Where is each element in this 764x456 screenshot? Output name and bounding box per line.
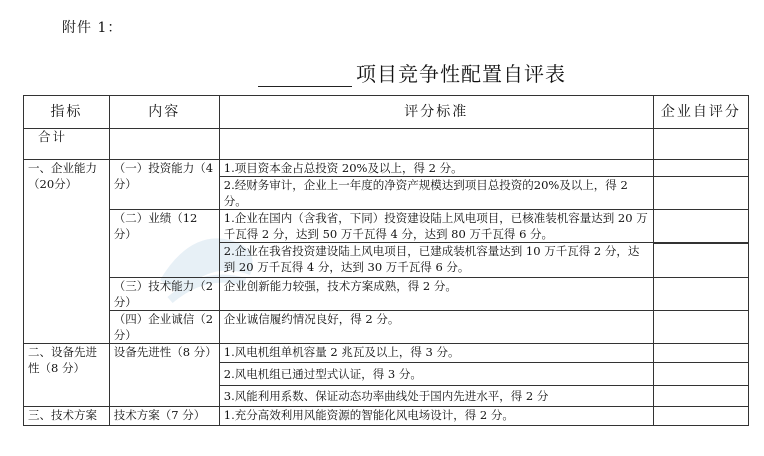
self-score-input[interactable] bbox=[653, 363, 748, 386]
indicator-cell: 一、企业能力（20分） bbox=[24, 160, 110, 344]
criteria-cell: 1.风电机组单机容量 2 兆瓦及以上，得 3 分。 bbox=[219, 344, 653, 363]
header-content: 内容 bbox=[109, 96, 219, 129]
table-row bbox=[24, 344, 749, 363]
criteria-cell: 3.风能利用系数、保证动态功率曲线处于国内先进水平，得 2 分 bbox=[219, 386, 653, 407]
header-criteria: 评分标准 bbox=[219, 96, 653, 129]
self-evaluation-table bbox=[23, 95, 749, 426]
table-row bbox=[24, 210, 749, 243]
self-score-input[interactable] bbox=[653, 407, 748, 426]
total-criteria-cell bbox=[219, 129, 653, 160]
header-indicator: 指标 bbox=[24, 96, 110, 129]
content-cell: 技术方案（7 分） bbox=[109, 407, 219, 426]
criteria-cell: 1.企业在国内（含我省，下同）投资建设陆上风电项目，已核准装机容量达到 20 万千瓦得 2 分，达到 50 万千瓦得 4 分，达到 80 万千瓦得 6 分。 bbox=[219, 210, 653, 243]
table-row bbox=[24, 160, 749, 177]
indicator-cell: 二、设备先进性（8 分） bbox=[24, 344, 110, 407]
criteria-cell: 1.充分高效利用风能资源的智能化风电场设计，得 2 分。 bbox=[219, 407, 653, 426]
attachment-label: 附件 1： bbox=[62, 20, 123, 36]
criteria-cell: 1.项目资本金占总投资 20%及以上，得 2 分。 bbox=[219, 160, 653, 177]
table-header-row bbox=[24, 96, 749, 129]
self-score-input[interactable] bbox=[653, 344, 748, 363]
self-score-input[interactable] bbox=[653, 210, 748, 243]
header-self-score: 企业自评分 bbox=[653, 96, 748, 129]
content-cell: （四）企业诚信（2 分） bbox=[109, 311, 219, 344]
self-score-input[interactable] bbox=[653, 177, 748, 210]
total-score-input[interactable] bbox=[653, 129, 748, 160]
self-score-input[interactable] bbox=[653, 311, 748, 344]
title-blank-line[interactable] bbox=[258, 64, 352, 87]
criteria-cell: 2.风电机组已通过型式认证，得 3 分。 bbox=[219, 363, 653, 386]
content-cell: 设备先进性（8 分） bbox=[109, 344, 219, 407]
content-cell: （三）技术能力（2 分） bbox=[109, 278, 219, 311]
self-score-input[interactable] bbox=[653, 386, 748, 407]
self-score-input[interactable] bbox=[653, 278, 748, 311]
title-row bbox=[258, 57, 566, 87]
page-title: 项目竞争性配置自评表 bbox=[356, 62, 566, 86]
criteria-cell: 2.经财务审计，企业上一年度的净资产规模达到项目总投资的20%及以上，得 2 分。 bbox=[219, 177, 653, 210]
criteria-cell: 企业诚信履约情况良好，得 2 分。 bbox=[219, 311, 653, 344]
content-cell: （一）投资能力（4分） bbox=[109, 160, 219, 210]
self-score-input[interactable] bbox=[653, 160, 748, 177]
table-row bbox=[24, 311, 749, 344]
criteria-cell: 2.企业在我省投资建设陆上风电项目，已建成装机容量达到 10 万千瓦得 2 分，达到 20 万千瓦得 4 分，达到 30 万千瓦得 6 分。 bbox=[219, 243, 653, 278]
total-label: 合计 bbox=[24, 129, 110, 160]
content-cell: （二）业绩（12 分） bbox=[109, 210, 219, 278]
criteria-cell: 企业创新能力较强，技术方案成熟，得 2 分。 bbox=[219, 278, 653, 311]
table-row bbox=[24, 278, 749, 311]
total-row bbox=[24, 129, 749, 160]
self-score-input[interactable] bbox=[653, 243, 748, 278]
indicator-cell: 三、技术方案 bbox=[24, 407, 110, 426]
total-content-cell bbox=[109, 129, 219, 160]
table-row bbox=[24, 407, 749, 426]
